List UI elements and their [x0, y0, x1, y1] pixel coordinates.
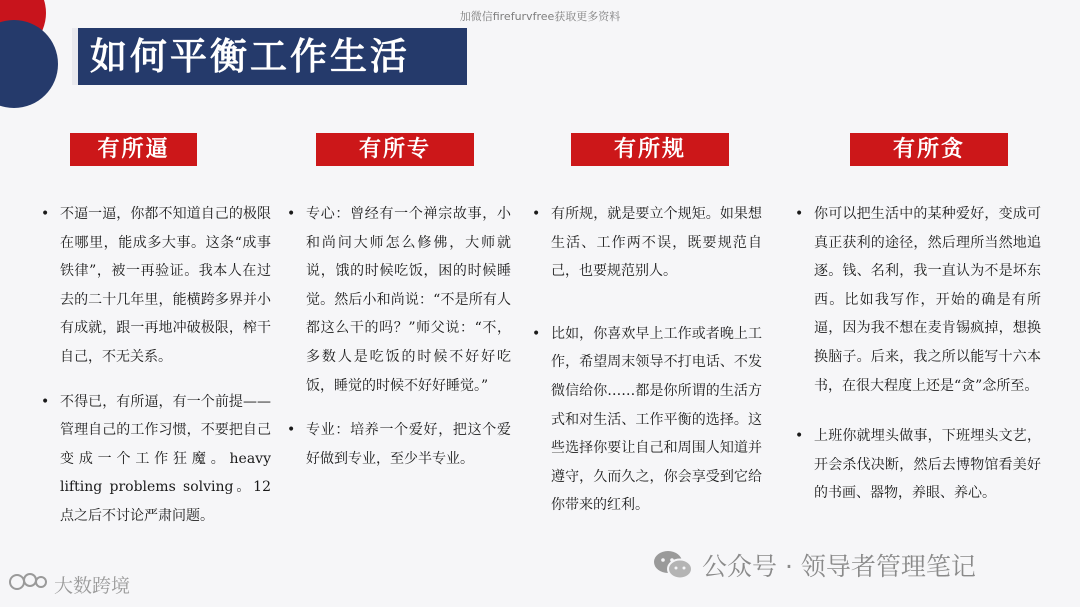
bullet-text: • 上班你就埋头做事，下班埋头文艺，开会杀伐决断，然后去博物馆看美好的书画、器物，养眼、养心。	[795, 422, 1041, 508]
wechat-watermark	[652, 547, 976, 583]
decorative-navy-circle	[0, 20, 58, 108]
slide-title: 如何平衡工作生活	[90, 34, 410, 78]
bullet-text: • 你可以把生活中的某种爱好，变成可真正获利的途径，然后理所当然地追逐。钱、名利，我一直认为不是坏东西。比如我写作，开始的确是有所逼，因为我不想在麦肯锡疯掉，想换换脑子。后来，我之所以能写十六本书，在很大程度上还是“贪”念所至。	[795, 200, 1041, 400]
column-header-4: 有所贪	[850, 133, 1008, 166]
bullet-text: • 有所规，就是要立个规矩。如果想生活、工作两不误，既要规范自己，也要规范别人。	[532, 200, 762, 286]
bullet-text: • 不得已，有所逼，有一个前提——管理自己的工作习惯，不要把自己变成一个工作狂魔。heavy lifting problems solving。12点之后不讨论严肃问题。	[41, 388, 271, 531]
bottom-left-logo	[8, 570, 130, 599]
bullet-text: • 不逼一逼，你都不知道自己的极限在哪里，能成多大事。这条“成事铁律”，被一再验证。我本人在过去的二十几年里，能横跨多界并小有成就，跟一再地冲破极限，榨干自己，不无关系。	[41, 200, 271, 372]
logo-text: 大数跨境	[54, 575, 131, 597]
column-4	[795, 200, 1041, 524]
bullet-text: • 专心：曾经有一个禅宗故事，小和尚问大师怎么修佛，大师就说，饿的时候吃饭，困的时候睡觉。然后小和尚说：“不是所有人都这么干的吗？”师父说：“不，多数人是吃饭的时候不好好吃饭，睡觉的时候不好好睡觉。”	[287, 200, 511, 400]
title-banner	[72, 28, 467, 85]
wechat-account-label: 公众号 · 领导者管理笔记	[702, 552, 976, 581]
top-watermark: 加微信firefurvfree获取更多资料	[459, 10, 621, 23]
column-3	[532, 200, 762, 536]
wechat-icon	[652, 549, 694, 581]
bullet-text: • 比如，你喜欢早上工作或者晚上工作，希望周末领导不打电话、不发微信给你……都是你所谓的生活方式和对生活、工作平衡的选择。这些选择你要让自己和周围人知道并遵守，久而久之，你会享受到它给你带来的红利。	[532, 320, 762, 520]
column-2	[287, 200, 511, 489]
logo-icon	[8, 570, 48, 599]
column-1	[41, 200, 271, 547]
column-header-2: 有所专	[316, 133, 474, 166]
column-header-3: 有所规	[571, 133, 729, 166]
column-header-1: 有所逼	[70, 133, 197, 166]
bullet-text: • 专业：培养一个爱好，把这个爱好做到专业，至少半专业。	[287, 416, 511, 473]
